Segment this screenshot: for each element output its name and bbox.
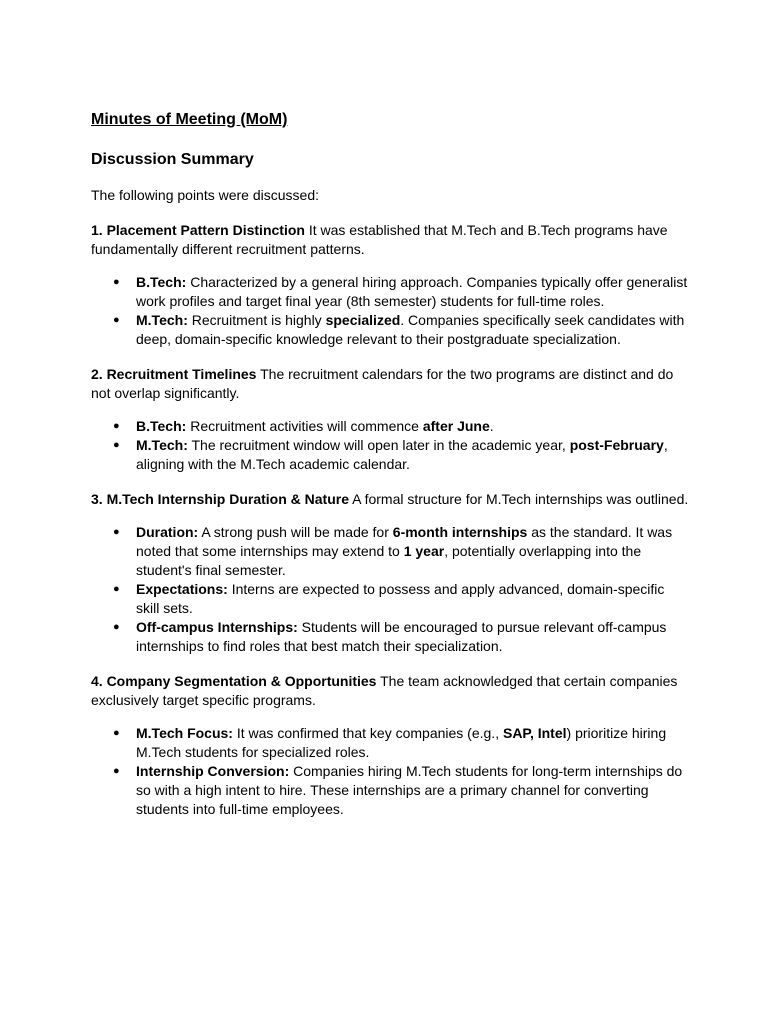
point-3-text: A formal structure for M.Tech internships was outlined. — [349, 491, 689, 507]
bullet-icon: ● — [113, 439, 120, 451]
bullet-icon: ● — [113, 314, 120, 326]
point-2-text: The recruitment calendars for the two programs are distinct and do not overlap significantly. — [91, 366, 674, 401]
bullet-icon: ● — [113, 420, 120, 432]
document-title: Minutes of Meeting (MoM) — [91, 111, 288, 128]
bullet-icon: ● — [113, 727, 120, 739]
bullet-icon: ● — [113, 583, 120, 595]
bullet-icon: ● — [113, 526, 120, 538]
list-item: ● Expectations: Interns are expected to possess and apply advanced, domain-specific skill sets. — [113, 581, 665, 616]
list-item: ● Internship Conversion: Companies hiring M.Tech students for long-term internships do so with a high intent to hire. These internships are a primary channel for converting students into full-time employees. — [113, 763, 683, 817]
point-1-bullets — [91, 273, 691, 349]
list-item: ● Duration: A strong push will be made for 6-month internships as the standard. It was noted that some internships may extend to 1 year, potentially overlapping into the student's final semester. — [113, 524, 673, 578]
list-item: ● Off-campus Internships: Students will be encouraged to pursue relevant off-campus internships to find roles that best match their specialization. — [113, 619, 667, 654]
section-title: Discussion Summary — [91, 151, 254, 168]
point-2 — [91, 365, 691, 403]
list-item: ● M.Tech Focus: It was confirmed that key companies (e.g., SAP, Intel) prioritize hiring M.Tech students for specialized roles. — [113, 725, 667, 760]
point-4-heading: 4. Company Segmentation & Opportunities — [91, 673, 377, 689]
point-2-heading: 2. Recruitment Timelines — [91, 366, 257, 382]
document-page — [91, 108, 691, 819]
point-4-text: The team acknowledged that certain companies exclusively target specific programs. — [91, 673, 678, 708]
bullet-icon: ● — [113, 276, 120, 288]
point-1-text: It was established that M.Tech and B.Tech programs have fundamentally different recruitment patterns. — [91, 222, 668, 257]
point-4 — [91, 672, 691, 710]
point-3 — [91, 490, 691, 509]
point-3-heading: 3. M.Tech Internship Duration & Nature — [91, 491, 349, 507]
list-item: ● B.Tech: Characterized by a general hiring approach. Companies typically offer generalist work profiles and target final year (8th semester) students for full-time roles. — [113, 274, 688, 309]
list-item: ● M.Tech: The recruitment window will open later in the academic year, post-February, aligning with the M.Tech academic calendar. — [113, 437, 668, 472]
point-2-bullets — [91, 417, 691, 474]
point-1 — [91, 221, 691, 259]
list-item: ● B.Tech: Recruitment activities will commence after June. — [113, 418, 494, 434]
list-item: ● M.Tech: Recruitment is highly specialized. Companies specifically seek candidates with deep, domain-specific knowledge relevant to their postgraduate specialization. — [113, 312, 685, 347]
point-1-heading: 1. Placement Pattern Distinction — [91, 222, 305, 238]
point-4-bullets — [91, 724, 691, 819]
bullet-icon: ● — [113, 621, 120, 633]
intro-text: The following points were discussed: — [91, 187, 320, 203]
point-3-bullets — [91, 523, 691, 656]
bullet-icon: ● — [113, 765, 120, 777]
